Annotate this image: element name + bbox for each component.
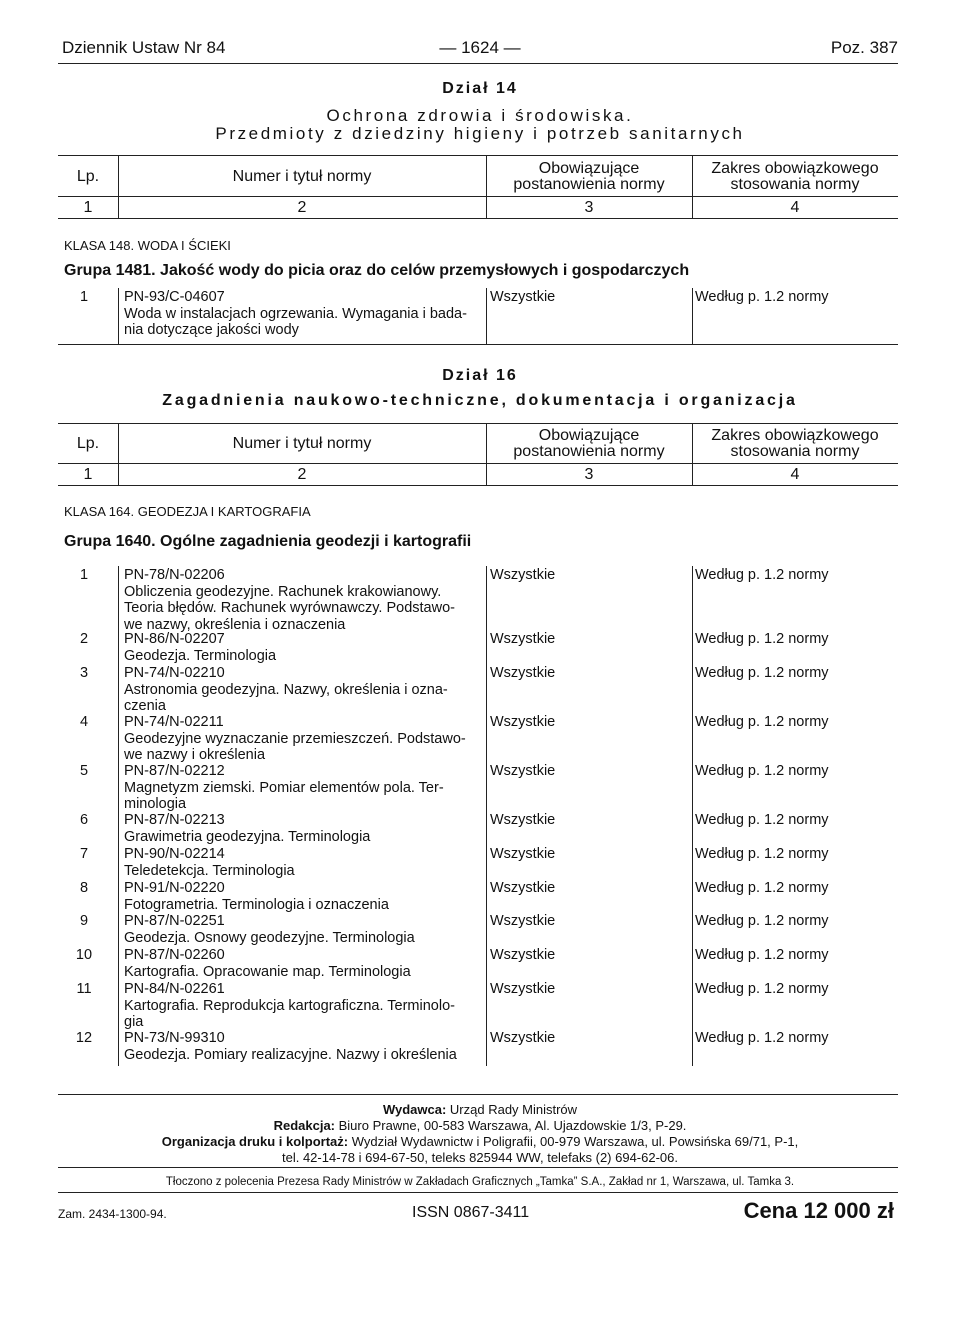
- row-name: PN-78/N-02206 Obliczenia geodezyjne. Rachunek krakowianowy. Teoria błędów. Rachunek wyrównawczy. Podstawo- we nazwy, określenia i oznaczenia: [124, 567, 455, 633]
- col-num-1: 1: [83, 199, 93, 216]
- col-num-2: 2: [297, 466, 307, 483]
- row-ob: Wszystkie: [490, 567, 556, 583]
- row-ob: Wszystkie: [490, 913, 556, 929]
- row-ob: Wszystkie: [490, 880, 556, 896]
- row-za: Według p. 1.2 normy: [695, 763, 829, 779]
- col-ob-line2: postanowienia normy: [513, 443, 665, 460]
- row-ob: Wszystkie: [490, 947, 556, 963]
- section14-end-rule: [58, 344, 898, 345]
- row-ob: Wszystkie: [490, 631, 556, 647]
- row-lp: 6: [79, 812, 89, 828]
- row-lp: 2: [79, 631, 89, 647]
- section14-title: Dział 14: [442, 80, 518, 97]
- row-lp: 10: [75, 947, 93, 963]
- page-number: — 1624 —: [439, 38, 521, 57]
- row-ob: Wszystkie: [490, 1030, 556, 1046]
- row-lp: 1: [79, 289, 89, 305]
- row-za: Według p. 1.2 normy: [695, 812, 829, 828]
- row-name: PN-87/N-02260 Kartografia. Opracowanie map. Terminologia: [124, 947, 411, 980]
- row-lp: 5: [79, 763, 89, 779]
- section14-subtitle-1: Ochrona zdrowia i środowiska.: [326, 106, 634, 125]
- grupa-1481: Grupa 1481. Jakość wody do picia oraz do celów przemysłowych i gospodarczych: [64, 262, 690, 279]
- position-number: Poz. 387: [830, 38, 898, 57]
- row-name: PN-73/N-99310 Geodezja. Pomiary realizacyjne. Nazwy i określenia: [124, 1030, 457, 1063]
- row-za: Według p. 1.2 normy: [695, 981, 829, 997]
- row-name: PN-86/N-02207 Geodezja. Terminologia: [124, 631, 277, 664]
- footer-redakcja: Redakcja: Biuro Prawne, 00-583 Warszawa, Al. Ujazdowskie 1/3, P-29.: [273, 1118, 687, 1133]
- row-ob: Wszystkie: [490, 846, 556, 862]
- col-ob-line2: postanowienia normy: [513, 176, 665, 193]
- row-ob: Wszystkie: [490, 665, 556, 681]
- row-name: PN-87/N-02212 Magnetyzm ziemski. Pomiar elementów pola. Ter- minologia: [124, 763, 444, 812]
- row-lp: 12: [75, 1030, 93, 1046]
- row-za: Według p. 1.2 normy: [695, 289, 829, 305]
- row-za: Według p. 1.2 normy: [695, 913, 829, 929]
- price: Cena 12 000 zł: [743, 1198, 894, 1223]
- row-name: PN-74/N-02210 Astronomia geodezyjna. Nazwy, określenia i ozna- czenia: [124, 665, 448, 714]
- col-num-1: 1: [83, 466, 93, 483]
- row-za: Według p. 1.2 normy: [695, 665, 829, 681]
- row-lp: 1: [79, 567, 89, 583]
- section16-title: Dział 16: [442, 367, 518, 384]
- col-numer: Numer i tytuł normy: [232, 435, 372, 452]
- col-za-line2: stosowania normy: [730, 176, 860, 193]
- col-numer: Numer i tytuł normy: [232, 168, 372, 185]
- row-ob: Wszystkie: [490, 812, 556, 828]
- footer-tel: tel. 42-14-78 i 694-67-50, teleks 825944 WW, telefaks (2) 694-62-06.: [282, 1150, 678, 1165]
- klasa-148: KLASA 148. WODA I ŚCIEKI: [64, 238, 231, 253]
- row-lp: 11: [76, 981, 92, 997]
- order-number: Zam. 2434-1300-94.: [58, 1207, 167, 1221]
- col-num-4: 4: [790, 466, 800, 483]
- col-za-line1: Zakres obowiązkowego: [711, 160, 879, 177]
- row-ob: Wszystkie: [490, 714, 556, 730]
- row-name: PN-87/N-02251 Geodezja. Osnowy geodezyjne. Terminologia: [124, 913, 415, 946]
- footer-rule-bottom: [58, 1192, 898, 1193]
- grupa-1640: Grupa 1640. Ogólne zagadnienia geodezji i kartografii: [64, 533, 472, 550]
- col-lp: Lp.: [76, 435, 100, 452]
- row-lp: 8: [79, 880, 89, 896]
- row-lp: 3: [79, 665, 89, 681]
- row-name: PN-74/N-02211 Geodezyjne wyznaczanie przemieszczeń. Podstawo- we nazwy i określenia: [124, 714, 466, 763]
- row-name: PN-93/C-04607 Woda w instalacjach ogrzewania. Wymagania i bada- nia dotyczące jakości wody: [124, 289, 467, 338]
- section16-subtitle: Zagadnienia naukowo-techniczne, dokumentacja i organizacja: [162, 392, 798, 409]
- row-za: Według p. 1.2 normy: [695, 567, 829, 583]
- col-ob-line1: Obowiązujące: [538, 160, 640, 177]
- col-lp: Lp.: [76, 168, 100, 185]
- row-za: Według p. 1.2 normy: [695, 947, 829, 963]
- footer-rule-mid: [58, 1167, 898, 1168]
- row-ob: Wszystkie: [490, 289, 556, 305]
- row-za: Według p. 1.2 normy: [695, 846, 829, 862]
- footer-rule-top: [58, 1094, 898, 1095]
- section14-subtitle-2: Przedmioty z dziedziny higieny i potrzeb sanitarnych: [215, 124, 745, 143]
- col-num-3: 3: [584, 466, 594, 483]
- row-lp: 9: [79, 913, 89, 929]
- footer-organizacja: Organizacja druku i kolportaż: Wydział Wydawnictw i Poligrafii, 00-979 Warszawa, ul. Powsińska 69/71, P-1,: [161, 1134, 799, 1149]
- col-num-4: 4: [790, 199, 800, 216]
- row-za: Według p. 1.2 normy: [695, 631, 829, 647]
- row-za: Według p. 1.2 normy: [695, 1030, 829, 1046]
- journal-title: Dziennik Ustaw Nr 84: [62, 38, 226, 57]
- col-num-3: 3: [584, 199, 594, 216]
- row-ob: Wszystkie: [490, 981, 556, 997]
- row-name: PN-91/N-02220 Fotogrametria. Terminologia i oznaczenia: [124, 880, 389, 913]
- footer-tloczono: Tłoczono z polecenia Prezesa Rady Ministrów w Zakładach Graficznych „Tamka” S.A., Zakład nr 1, Warszawa, ul. Tamka 3.: [165, 1176, 795, 1188]
- footer-wydawca: Wydawca: Urząd Rady Ministrów: [382, 1102, 578, 1117]
- col-za-line1: Zakres obowiązkowego: [711, 427, 879, 444]
- row-lp: 4: [79, 714, 89, 730]
- header-rule: [58, 63, 898, 64]
- col-za-line2: stosowania normy: [730, 443, 860, 460]
- row-name: PN-84/N-02261 Kartografia. Reprodukcja kartograficzna. Terminolo- gia: [124, 981, 455, 1030]
- row-name: PN-90/N-02214 Teledetekcja. Terminologia: [124, 846, 295, 879]
- issn: ISSN 0867-3411: [412, 1204, 530, 1221]
- row-za: Według p. 1.2 normy: [695, 880, 829, 896]
- klasa-164: KLASA 164. GEODEZJA I KARTOGRAFIA: [64, 504, 311, 519]
- row-ob: Wszystkie: [490, 763, 556, 779]
- row-za: Według p. 1.2 normy: [695, 714, 829, 730]
- row-lp: 7: [79, 846, 89, 862]
- col-ob-line1: Obowiązujące: [538, 427, 640, 444]
- row-name: PN-87/N-02213 Grawimetria geodezyjna. Terminologia: [124, 812, 371, 845]
- col-num-2: 2: [297, 199, 307, 216]
